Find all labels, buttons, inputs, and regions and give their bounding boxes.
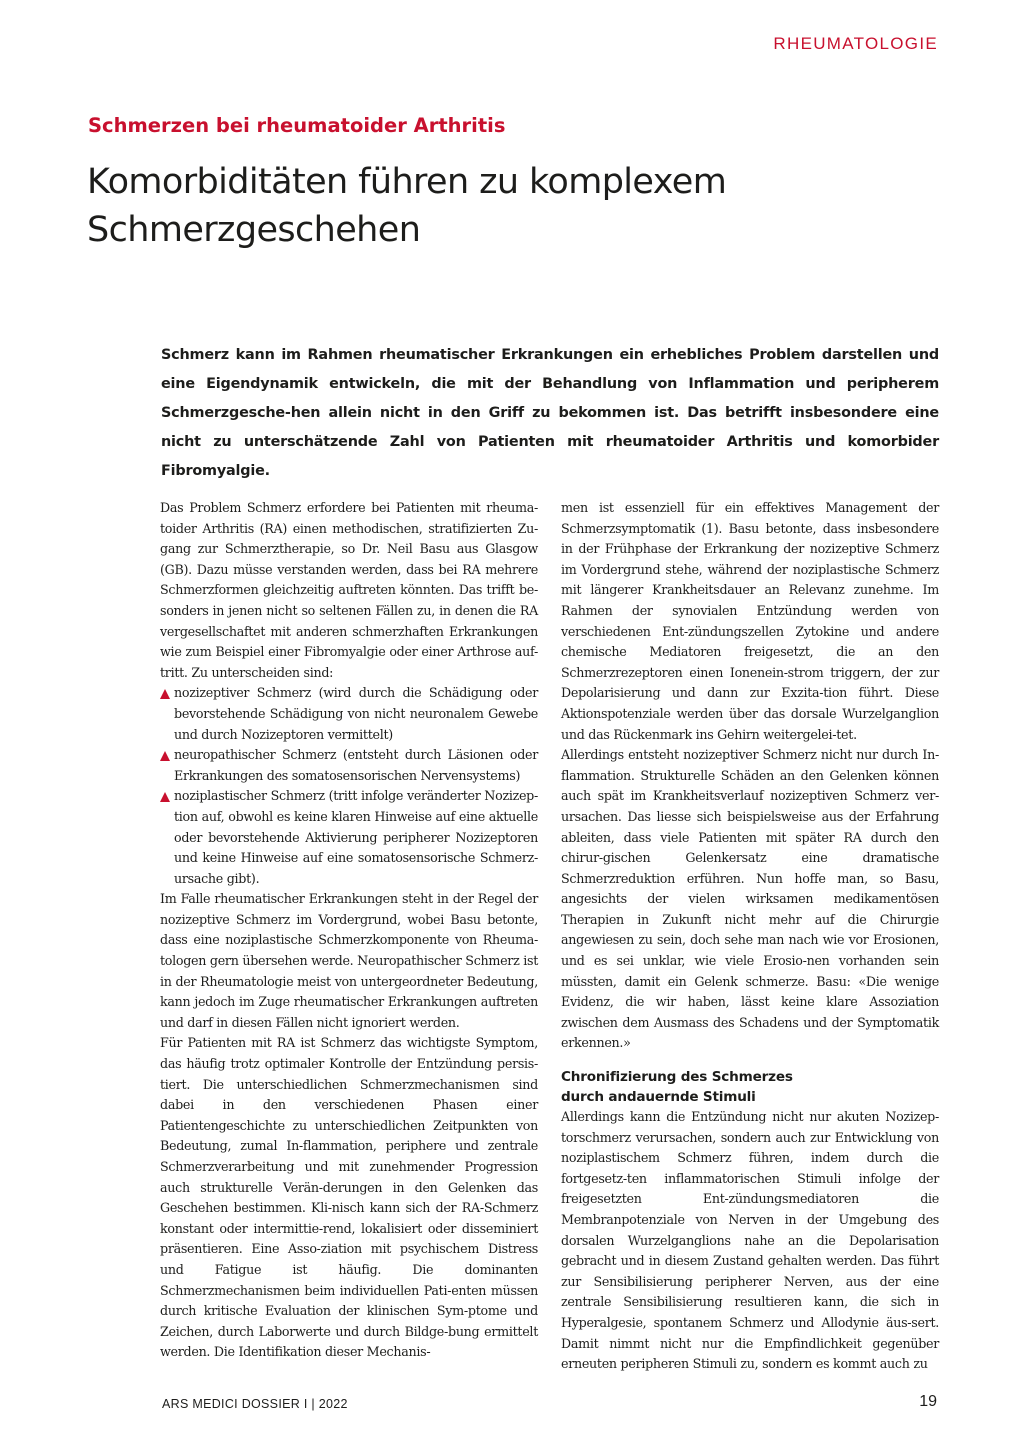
article-title: Komorbiditäten führen zu komplexem Schmerzgeschehen [87, 162, 727, 250]
left-column [160, 498, 538, 1363]
article-lead: Schmerz kann im Rahmen rheumatischer Erkrankungen ein erhebliches Problem darstellen und eine Eigendynamik entwickeln, die mit der Behandlung von Inflammation und peripherem Schmerzgesche-hen allein nicht in den Griff zu bekommen ist. Das betrifft insbesondere eine nicht zu unterschätzende Zahl von Patienten mit rheumatoider Arthritis und komorbider Fibromyalgie. [161, 347, 939, 479]
list-item-text: nozizeptiver Schmerz (wird durch die Schädigung oder bevorstehende Schädigung von nicht neuronalem Gewebe und durch Nozizeptoren vermittelt) [174, 685, 538, 742]
footer-journal: ARS MEDICI DOSSIER I | 2022 [162, 1397, 348, 1411]
list-item [160, 745, 538, 786]
triangle-bullet-icon [160, 689, 170, 699]
section-subheading [561, 1068, 939, 1107]
list-item [160, 683, 538, 745]
paragraph: Allerdings kann die Entzündung nicht nur akuten Nozizep-torschmerz verursachen, sondern auch zur Entwicklung von noziplastischem Schmerz führen, indem durch die fortgesetz-ten inflammatorischen Stimuli infolge der freigesetzten Ent-zündungsmediatoren die Membranpotenziale von Nerven in der Umgebung des dorsalen Wurzelganglions nahe an die Depolarisation gebracht und in diesem Zustand gehalten werden. Das führt zur Sensibilisierung peripherer Nerven, aus der eine zentrale Sensibilisierung resultieren kann, die sich in Hyperalgesie, spontanem Schmerz und Allodynie äus-sert. Damit nimmt nicht nur die Empfindlichkeit gegenüber erneuten peripheren Stimuli zu, sondern es kommt auch zu [561, 1109, 939, 1372]
page-number: 19 [919, 1393, 937, 1410]
subheading-line: Chronifizierung des Schmerzes [561, 1069, 793, 1086]
subheading-line: durch andauernde Stimuli [561, 1088, 756, 1105]
paragraph: Allerdings entsteht nozizeptiver Schmerz nicht nur durch In-flammation. Strukturelle Schäden an den Gelenken können auch spät im Krankheitsverlauf nozizeptiven Schmerz ver-ursachen. Das liesse sich beispielsweise aus der Erfahrung ableiten, dass viele Patienten mit später RA durch den chirur-gischen Gelenkersatz eine dramatische Schmerzreduktion erführen. Nun hoffe man, so Basu, angesichts der vielen wirksamen medikamentösen Therapien in Zukunft nicht mehr auf die Chirurgie angewiesen zu sein, doch sehe man nach wie vor Erosionen, und es sei unklar, wie viele Erosio-nen vorhanden sein müssten, damit ein Gelenk schmerze. Basu: «Die wenige Evidenz, die wir haben, lässt keine klare Assoziation zwischen dem Ausmass des Schadens und der Symptomatik erkennen.» [561, 747, 939, 1051]
triangle-bullet-icon [160, 792, 170, 802]
paragraph: Für Patienten mit RA ist Schmerz das wichtigste Symptom, das häufig trotz optimaler Kontrolle der Entzündung persis-tiert. Die unterschiedlichen Schmerzmechanismen sind dabei in den verschiedenen Phasen einer Patientengeschichte zu unterschiedlichen Zeitpunkten von Bedeutung, zumal In-flammation, periphere und zentrale Schmerzverarbeitung und mit zunehmender Progression auch strukturelle Verän-derungen in den Gelenken das Geschehen bestimmen. Kli-nisch kann sich der RA-Schmerz konstant oder intermittie-rend, lokalisiert oder disseminiert präsentieren. Eine Asso-ziation mit psychischem Distress und Fatigue ist häufig. Die dominanten Schmerzmechanismen beim individuellen Pati-enten müssen durch kritische Evaluation der klinischen Sym-ptome und Zeichen, durch Laborwerte und durch Bildge-bung ermittelt werden. Die Identifikation dieser Mechanis- [160, 1035, 538, 1360]
paragraph: men ist essenziell für ein effektives Management der Schmerzsymptomatik (1). Basu betonte, dass insbesondere in der Frühphase der Erkrankung der nozizeptive Schmerz im Vordergrund stehe, während der noziplastische Schmerz mit längerer Krankheitsdauer an Relevanz zunehme. Im Rahmen der synovialen Entzündung werden von verschiedenen Ent-zündungszellen Zytokine und andere chemische Mediatoren freigesetzt, die an den Schmerzrezeptoren einen Ionenein-strom triggern, der zur Depolarisierung und dann zur Exzita-tion führt. Diese Aktionspotenziale werden über das dorsale Wurzelganglion und das Rückenmark ins Gehirn weitergelei-tet. [561, 500, 939, 742]
section-tag: RHEUMATOLOGIE [773, 34, 938, 53]
triangle-bullet-icon [160, 751, 170, 761]
paragraph-intro: Das Problem Schmerz erfordere bei Patienten mit rheuma-toider Arthritis (RA) einen methodischen, stratifizierten Zu-gang zur Schmerztherapie, so Dr. Neil Basu aus Glasgow (GB). Dazu müsse verstanden werden, dass bei RA mehrere Schmerzformen gleichzeitig auftreten könnten. Das trifft be-sonders in jenen nicht so seltenen Fällen zu, in denen die RA vergesellschaftet mit anderen schmerzhaften Erkrankungen wie zum Beispiel einer Fibromyalgie oder einer Arthrose auf-tritt. Zu unterscheiden sind: [160, 500, 538, 680]
article-kicker: Schmerzen bei rheumatoider Arthritis [88, 114, 506, 137]
right-column [561, 498, 939, 1375]
list-item [160, 786, 538, 889]
paragraph: Im Falle rheumatischer Erkrankungen steht in der Regel der nozizeptive Schmerz im Vordergrund, wobei Basu betonte, dass eine noziplastische Schmerzkomponente von Rheuma-tologen gern übersehen werde. Neuropathischer Schmerz ist in der Rheumatologie meist von untergeordneter Bedeutung, kann jedoch im Zuge rheumatischer Erkrankungen auftreten und darf in diesen Fällen nicht ignoriert werden. [160, 891, 538, 1030]
pain-types-list [160, 683, 538, 889]
list-item-text: neuropathischer Schmerz (entsteht durch Läsionen oder Erkrankungen des somatosensorischen Nervensystems) [174, 747, 538, 783]
list-item-text: noziplastischer Schmerz (tritt infolge veränderter Nozizep-tion auf, obwohl es keine klaren Hinweise auf eine aktuelle oder bevorstehende Aktivierung peripherer Nozizeptoren und keine Hinweise auf eine somatosensorische Schmerz-ursache gibt). [174, 788, 538, 886]
